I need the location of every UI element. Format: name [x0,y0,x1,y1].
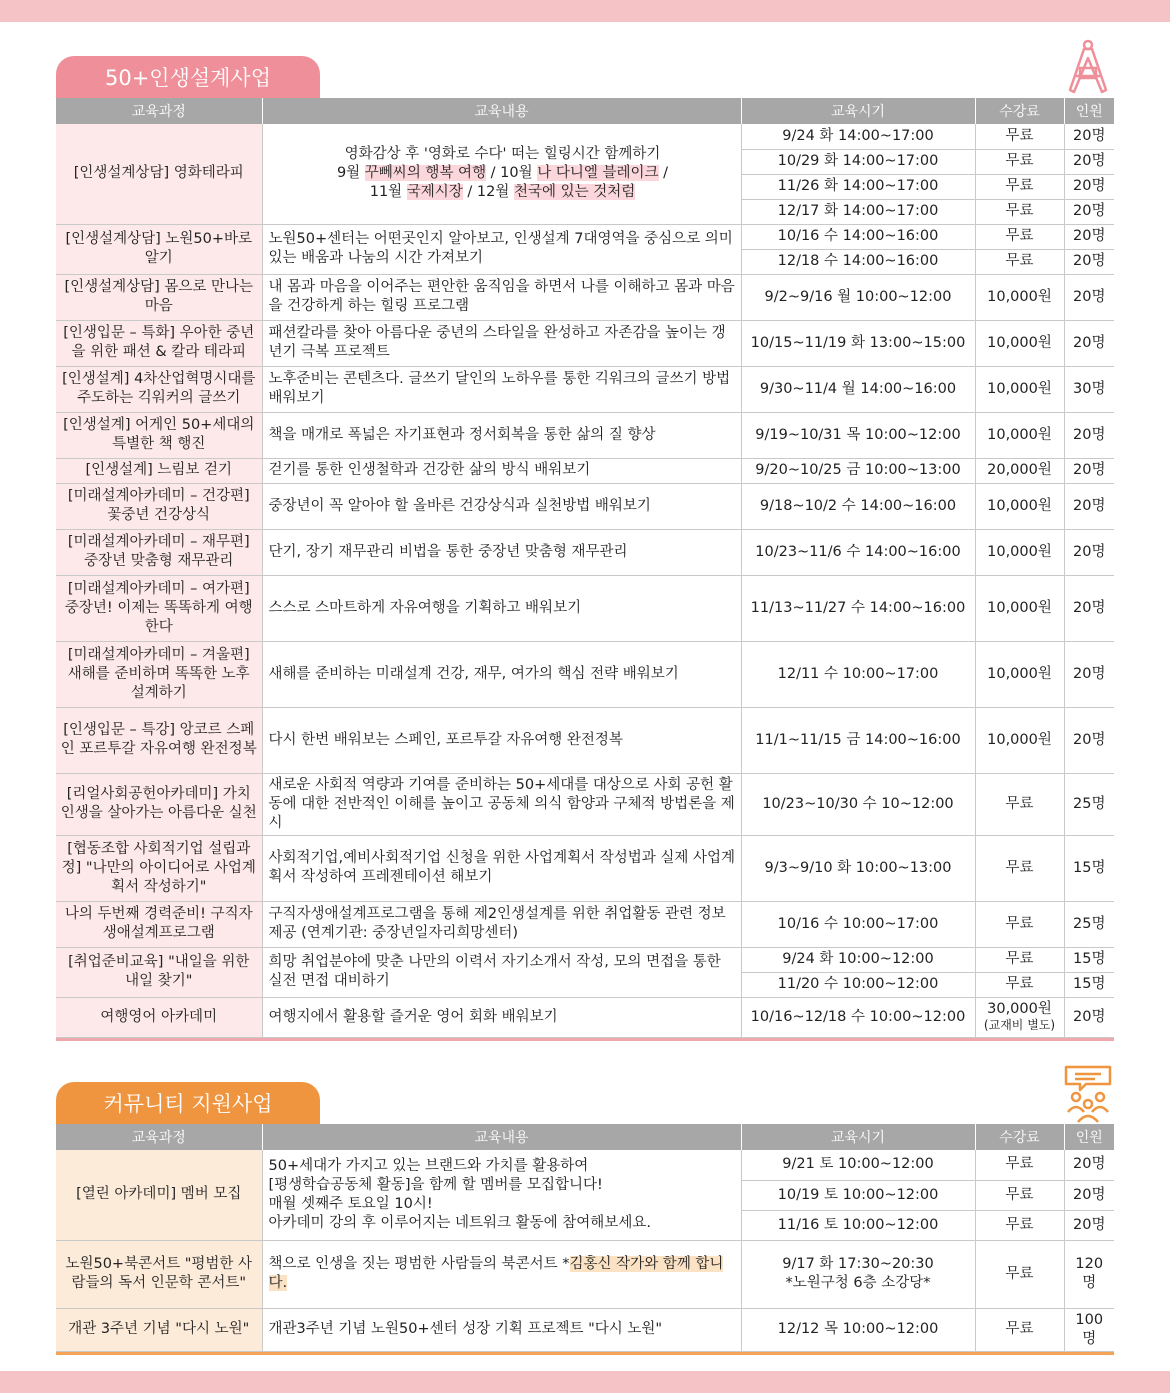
course-content [262,124,741,224]
course-seats: 20명 [1064,1150,1114,1180]
course-fee: 10,000원 [975,412,1064,458]
course-seats: 20명 [1064,997,1114,1037]
course-fee: 무료 [975,1240,1064,1308]
course-fee: 10,000원 [975,575,1064,641]
table-row [56,483,1114,529]
course-content: 희망 취업분야에 맞춘 나만의 이력서 자기소개서 작성, 모의 면접을 통한 실전 면접 대비하기 [262,947,741,997]
course-name: [인생입문 – 특화] 우아한 중년을 위한 패션 & 칼라 테라피 [56,320,262,366]
date-text: 9/17 화 17:30~20:30 [782,1256,934,1272]
course-seats: 20명 [1064,641,1114,707]
course-date: 10/16 수 14:00~16:00 [741,224,975,249]
date-note: *노원구청 6층 소강당* [785,1275,931,1291]
header-content: 교육내용 [262,98,741,124]
course-fee: 10,000원 [975,366,1064,412]
table-row [56,947,1114,972]
course-name: [인생설계] 4차산업혁명시대를 주도하는 긱워커의 글쓰기 [56,366,262,412]
section-title: 50+인생설계사업 [56,56,320,98]
course-date: 12/17 화 14:00~17:00 [741,199,975,224]
course-date: 9/3~9/10 화 10:00~13:00 [741,835,975,901]
table-row [56,366,1114,412]
table-row [56,124,1114,149]
header-course: 교육과정 [56,98,262,124]
course-fee: 무료 [975,1308,1064,1351]
table-row [56,412,1114,458]
content-line: 9월 꾸뻬씨의 행복 여행 / 10월 나 다니엘 블레이크 / [336,165,669,182]
course-content: 노후준비는 콘텐츠다. 글쓰기 달인의 노하우를 통한 긱워크의 글쓰기 방법 배워보기 [262,366,741,412]
community-chat-icon [1062,1064,1114,1124]
course-name: [미래설계아카데미 – 재무편] 중장년 맞춤형 재무관리 [56,529,262,575]
course-fee: 무료 [975,124,1064,149]
course-content: 노원50+센터는 어떤곳인지 알아보고, 인생설계 7대영역을 중심으로 의미있는 배움과 나눔의 시간 가져보기 [262,224,741,274]
course-content: 패션칼라를 찾아 아름다운 중년의 스타일을 완성하고 자존감을 높이는 갱년기 극복 프로젝트 [262,320,741,366]
course-fee: 무료 [975,174,1064,199]
content-line: 50+세대가 가지고 있는 브랜드와 가치를 활용하여 [268,1157,589,1174]
table-row [56,529,1114,575]
fee-note: (교재비 별도) [983,1018,1056,1032]
course-content: 사회적기업,예비사회적기업 신청을 위한 사업계획서 작성법과 실제 사업계획서 작성하여 프레젠테이션 해보기 [262,835,741,901]
course-content: 책을 매개로 폭넓은 자기표현과 정서회복을 통한 삶의 질 향상 [262,412,741,458]
course-fee: 무료 [975,224,1064,249]
course-fee: 무료 [975,773,1064,835]
content-line: 영화감상 후 '영화로 수다' 떠는 힐링시간 함께하기 [344,146,661,163]
course-seats: 20명 [1064,174,1114,199]
header-fee: 수강료 [975,1124,1064,1150]
course-fee: 무료 [975,901,1064,947]
course-date: 12/18 수 14:00~16:00 [741,249,975,274]
header-content: 교육내용 [262,1124,741,1150]
course-seats: 20명 [1064,320,1114,366]
course-seats: 20명 [1064,1210,1114,1240]
course-fee [975,997,1064,1037]
header-fee: 수강료 [975,98,1064,124]
course-seats: 20명 [1064,575,1114,641]
course-content: 다시 한번 배워보는 스페인, 포르투갈 자유여행 완전정복 [262,707,741,773]
course-date: 9/24 화 10:00~12:00 [741,947,975,972]
course-seats: 20명 [1064,124,1114,149]
course-seats: 100명 [1064,1308,1114,1351]
course-seats: 20명 [1064,412,1114,458]
program-table [56,1124,1114,1352]
course-date: 9/20~10/25 금 10:00~13:00 [741,458,975,483]
content-line: [평생학습공동체 활동]을 함께 할 멤버를 모집합니다! [268,1176,603,1193]
course-date [741,1240,975,1308]
course-date: 10/16~12/18 수 10:00~12:00 [741,997,975,1037]
course-fee: 10,000원 [975,641,1064,707]
section-community [56,1082,1114,1355]
course-content: 새해를 준비하는 미래설계 건강, 재무, 여가의 핵심 전략 배워보기 [262,641,741,707]
course-name: [미래설계아카데미 – 겨울편] 새해를 준비하며 똑똑한 노후 설계하기 [56,641,262,707]
content-line: 11월 국제시장 / 12월 천국에 있는 것처럼 [369,184,636,201]
bottom-decor-band [0,1371,1170,1393]
course-fee: 10,000원 [975,320,1064,366]
program-table [56,98,1114,1038]
table-row [56,1150,1114,1180]
course-seats: 20명 [1064,1180,1114,1210]
course-date: 9/21 토 10:00~12:00 [741,1150,975,1180]
course-name: 여행영어 아카데미 [56,997,262,1037]
course-date: 9/18~10/2 수 14:00~16:00 [741,483,975,529]
course-date: 10/23~11/6 수 14:00~16:00 [741,529,975,575]
course-date: 10/23~10/30 수 10~12:00 [741,773,975,835]
course-name: 나의 두번째 경력준비! 구직자생애설계프로그램 [56,901,262,947]
header-period: 교육시기 [741,98,975,124]
course-date: 11/16 토 10:00~12:00 [741,1210,975,1240]
course-seats: 20명 [1064,707,1114,773]
table-row [56,320,1114,366]
course-fee: 무료 [975,1180,1064,1210]
course-date: 10/29 화 14:00~17:00 [741,149,975,174]
header-period: 교육시기 [741,1124,975,1150]
course-date: 11/1~11/15 금 14:00~16:00 [741,707,975,773]
compass-icon [1062,38,1114,98]
course-fee: 20,000원 [975,458,1064,483]
course-seats: 20명 [1064,529,1114,575]
course-name: 노원50+북콘서트 "평범한 사람들의 독서 인문학 콘서트" [56,1240,262,1308]
course-date: 9/30~11/4 월 14:00~16:00 [741,366,975,412]
course-fee: 무료 [975,149,1064,174]
course-content: 구직자생애설계프로그램을 통해 제2인생설계를 위한 취업활동 관련 정보제공 (연계기관: 중장년일자리희망센터) [262,901,741,947]
course-name: [인생설계상담] 영화테라피 [56,124,262,224]
table-row [56,458,1114,483]
course-fee: 무료 [975,947,1064,972]
table-row [56,575,1114,641]
table-row [56,1240,1114,1308]
course-name: 개관 3주년 기념 "다시 노원" [56,1308,262,1351]
course-date: 11/13~11/27 수 14:00~16:00 [741,575,975,641]
course-seats: 20명 [1064,199,1114,224]
content-highlight: 김홍신 작가와 함께 합니다. [268,1256,724,1291]
course-content: 여행지에서 활용할 즐거운 영어 회화 배워보기 [262,997,741,1037]
table-row [56,773,1114,835]
course-date: 9/24 화 14:00~17:00 [741,124,975,149]
course-name: [미래설계아카데미 – 건강편] 꽃중년 건강상식 [56,483,262,529]
course-seats: 25명 [1064,773,1114,835]
course-fee: 무료 [975,1210,1064,1240]
course-seats: 20명 [1064,458,1114,483]
course-content: 개관3주년 기념 노원50+센터 성장 기획 프로젝트 "다시 노원" [262,1308,741,1351]
course-name: [인생설계] 어게인 50+세대의 특별한 책 행진 [56,412,262,458]
course-content: 내 몸과 마음을 이어주는 편안한 움직임을 하면서 나를 이해하고 몸과 마음을 건강하게 하는 힐링 프로그램 [262,274,741,320]
course-fee: 10,000원 [975,483,1064,529]
course-fee: 무료 [975,1150,1064,1180]
header-seats: 인원 [1064,1124,1114,1150]
course-name: [협동조합 사회적기업 설립과정] "나만의 아이디어로 사업계획서 작성하기" [56,835,262,901]
course-name: [취업준비교육] "내일을 위한 내일 찾기" [56,947,262,997]
course-name: [인생입문 – 특강] 앙코르 스페인 포르투갈 자유여행 완전정복 [56,707,262,773]
course-content [262,1240,741,1308]
content-line: 아카데미 강의 후 이루어지는 네트워크 활동에 참여해보세요. [268,1214,651,1231]
course-name: [리얼사회공헌아카데미] 가치인생을 살아가는 아름다운 실천 [56,773,262,835]
course-date: 11/26 화 14:00~17:00 [741,174,975,199]
course-fee: 무료 [975,199,1064,224]
table-row [56,1308,1114,1351]
fee-amount: 30,000원 [987,1001,1052,1017]
course-date: 9/19~10/31 목 10:00~12:00 [741,412,975,458]
header-course: 교육과정 [56,1124,262,1150]
course-fee: 무료 [975,249,1064,274]
course-seats: 20명 [1064,224,1114,249]
course-content: 걷기를 통한 인생철학과 건강한 삶의 방식 배워보기 [262,458,741,483]
course-name: [열린 아카데미] 멤버 모집 [56,1150,262,1240]
course-fee: 10,000원 [975,274,1064,320]
content-line: 매월 셋째주 토요일 10시! [268,1195,433,1212]
course-seats: 30명 [1064,366,1114,412]
table-bottom-rule [56,1352,1114,1355]
section-life-design [56,56,1114,1041]
course-content: 중장년이 꼭 알아야 할 올바른 건강상식과 실천방법 배워보기 [262,483,741,529]
header-seats: 인원 [1064,98,1114,124]
course-content: 스스로 스마트하게 자유여행을 기획하고 배워보기 [262,575,741,641]
course-seats: 15명 [1064,835,1114,901]
table-row [56,641,1114,707]
table-bottom-rule [56,1038,1114,1041]
content-text: 책으로 인생을 짓는 평범한 사람들의 북콘서트 * [268,1256,570,1272]
course-seats: 20명 [1064,483,1114,529]
course-seats: 25명 [1064,901,1114,947]
table-row [56,835,1114,901]
course-name: [인생설계상담] 노원50+바로알기 [56,224,262,274]
course-date: 12/12 목 10:00~12:00 [741,1308,975,1351]
course-date: 10/19 토 10:00~12:00 [741,1180,975,1210]
course-date: 10/16 수 10:00~17:00 [741,901,975,947]
course-name: [인생설계] 느림보 걷기 [56,458,262,483]
course-fee: 10,000원 [975,529,1064,575]
course-fee: 10,000원 [975,707,1064,773]
course-name: [미래설계아카데미 – 여가편] 중장년! 이제는 똑똑하게 여행한다 [56,575,262,641]
course-date: 10/15~11/19 화 13:00~15:00 [741,320,975,366]
course-seats: 15명 [1064,972,1114,997]
course-fee: 무료 [975,972,1064,997]
table-header [56,1124,1114,1150]
course-content: 새로운 사회적 역량과 기여를 준비하는 50+세대를 대상으로 사회 공헌 활동에 대한 전반적인 이해를 높이고 공동체 의식 함양과 구체적 방법론을 제시 [262,773,741,835]
table-row [56,997,1114,1037]
table-header [56,98,1114,124]
course-date: 11/20 수 10:00~12:00 [741,972,975,997]
course-name: [인생설계상담] 몸으로 만나는 마음 [56,274,262,320]
top-decor-band [0,0,1170,22]
course-seats: 20명 [1064,149,1114,174]
course-date: 12/11 수 10:00~17:00 [741,641,975,707]
table-row [56,901,1114,947]
table-row [56,224,1114,249]
course-content: 단기, 장기 재무관리 비법을 통한 중장년 맞춤형 재무관리 [262,529,741,575]
course-date: 9/2~9/16 월 10:00~12:00 [741,274,975,320]
course-seats: 120명 [1064,1240,1114,1308]
course-seats: 20명 [1064,274,1114,320]
table-row [56,274,1114,320]
section-title: 커뮤니티 지원사업 [56,1082,320,1124]
course-seats: 15명 [1064,947,1114,972]
table-row [56,707,1114,773]
course-fee: 무료 [975,835,1064,901]
course-seats: 20명 [1064,249,1114,274]
course-content [262,1150,741,1240]
